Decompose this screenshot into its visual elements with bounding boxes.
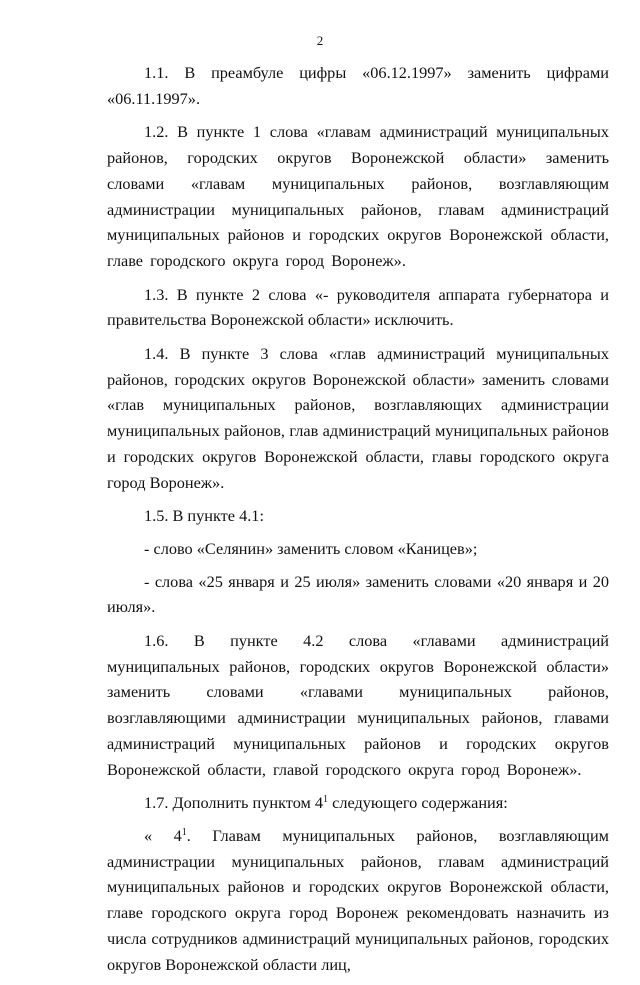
paragraph-1-7 [107, 790, 609, 816]
list-item-replace-dates: - слова «25 января и 25 июля» заменить словами «20 января и 20 июля». [107, 571, 609, 617]
paragraph-4-1-superscript: 1 [181, 826, 187, 838]
page-number: 2 [316, 33, 324, 48]
paragraph-1-7-prefix: 1.7. Дополнить пунктом 4 [144, 793, 324, 813]
paragraph-4-1-prefix: « 4 [144, 825, 182, 845]
paragraph-1-7-superscript: 1 [323, 794, 329, 806]
list-item-replace-name: - слово «Селянин» заменить словом «Каницев»; [144, 538, 478, 558]
paragraph-1-7-suffix: следующего содержания: [328, 793, 508, 813]
paragraph-1-3: 1.3. В пункте 2 слова «- руководителя аппарата губернатора и правительства Воронежской области» исключить. [107, 284, 609, 330]
paragraph-4-1-text [107, 823, 609, 977]
paragraph-1-1: 1.1. В преамбуле цифры «06.12.1997» заменить цифрами «06.11.1997». [107, 63, 609, 108]
paragraph-4-1-suffix: . Главам муниципальных районов, возглавляющим администрации муниципальных районов, главам администраций муниципальных районов и городских округов Воронежской области, главе городского округа город Воронеж рекомендовать назначить из числа сотрудников администраций муниципальных районов, городских округов Воронежской области лиц, [107, 825, 609, 974]
document-body [107, 60, 609, 985]
paragraph-1-6: 1.6. В пункте 4.2 слова «главами администраций муниципальных районов, городских округов Воронежской области» заменить словами «главами муниципальных районов, возглавляющими администрации муниципальных районов, главами администраций муниципальных районов и городских округов Воронежской области, главой городского округа город Воронеж». [107, 631, 609, 779]
paragraph-1-5: 1.5. В пункте 4.1: [144, 506, 264, 526]
paragraph-1-4: 1.4. В пункте 3 слова «глав администраций муниципальных районов, городских округов Воронежской области» заменить словами «глав муниципальных районов, возглавляющих администрации муниципальных районов, глав администраций муниципальных районов и городских округов Воронежской области, главы городского округа город Воронеж». [107, 344, 609, 492]
paragraph-1-2: 1.2. В пункте 1 слова «главам администраций муниципальных районов, городских округов Воронежской области» заменить словами «главам муниципальных районов, возглавляющим администрации муниципальных районов, главам администраций муниципальных районов и городских округов Воронежской области, главе городского округа город Воронеж». [107, 122, 609, 270]
